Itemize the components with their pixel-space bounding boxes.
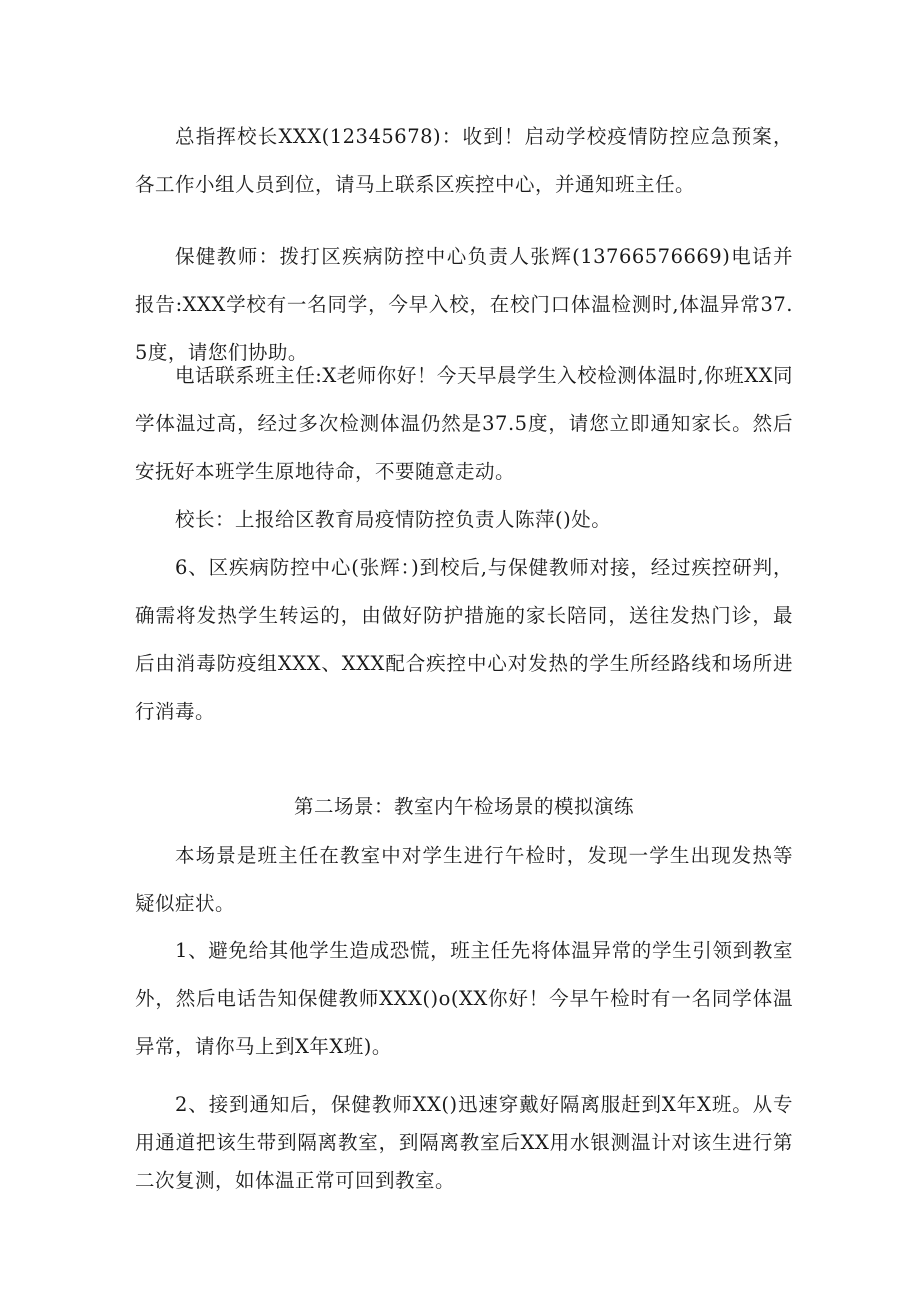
paragraph-principal-report: 校长：上报给区教育局疫情防控负责人陈萍()处。 [175, 508, 612, 531]
paragraph-principal-command: 总指挥校长XXX(12345678)：收到！启动学校疫情防控应急预案，各工作小组人员到位，请马上联系区疾控中心，并通知班主任。 [135, 125, 793, 196]
paragraph-step-2: 2、接到通知后，保健教师XX()迅速穿戴好隔离服赶到X年X班。从专用通道把该生带到隔离教室，到隔离教室后XX用水银测温计对该生进行第二次复测，如体温正常可回到教室。 [135, 1093, 793, 1192]
paragraph-step-6: 6、区疾病防控中心(张辉：)到校后,与保健教师对接，经过疾控研判，确需将发热学生转运的，由做好防护措施的家长陪同，送往发热门诊，最后由消毒防疫组XXX、XXX配合疾控中心对发热的学生所经路线和场所进行消毒。 [135, 556, 793, 723]
paragraph-step-1: 1、避免给其他学生造成恐慌，班主任先将体温异常的学生引领到教室外，然后电话告知保健教师XXX()o(XX你好！今早午检时有一名同学体温异常，请你马上到X年X班)。 [135, 939, 793, 1058]
paragraph-health-teacher-report: 保健教师：拨打区疾病防控中心负责人张辉(13766576669)电话并报告:XXX学校有一名同学，今早入校，在校门口体温检测时,体温异常37.5度，请您们协助。 [135, 245, 793, 364]
section-heading: 第二场景：教室内午检场景的模拟演练 [293, 795, 634, 818]
paragraph-scene-intro: 本场景是班主任在教室中对学生进行午检时，发现一学生出现发热等疑似症状。 [135, 844, 793, 915]
paragraph-call-head-teacher: 电话联系班主任:X老师你好！今天早晨学生入校检测体温时,你班XX同学体温过高，经过多次检测体温仍然是37.5度，请您立即通知家长。然后安抚好本班学生原地待命，不要随意走动。 [135, 364, 793, 483]
